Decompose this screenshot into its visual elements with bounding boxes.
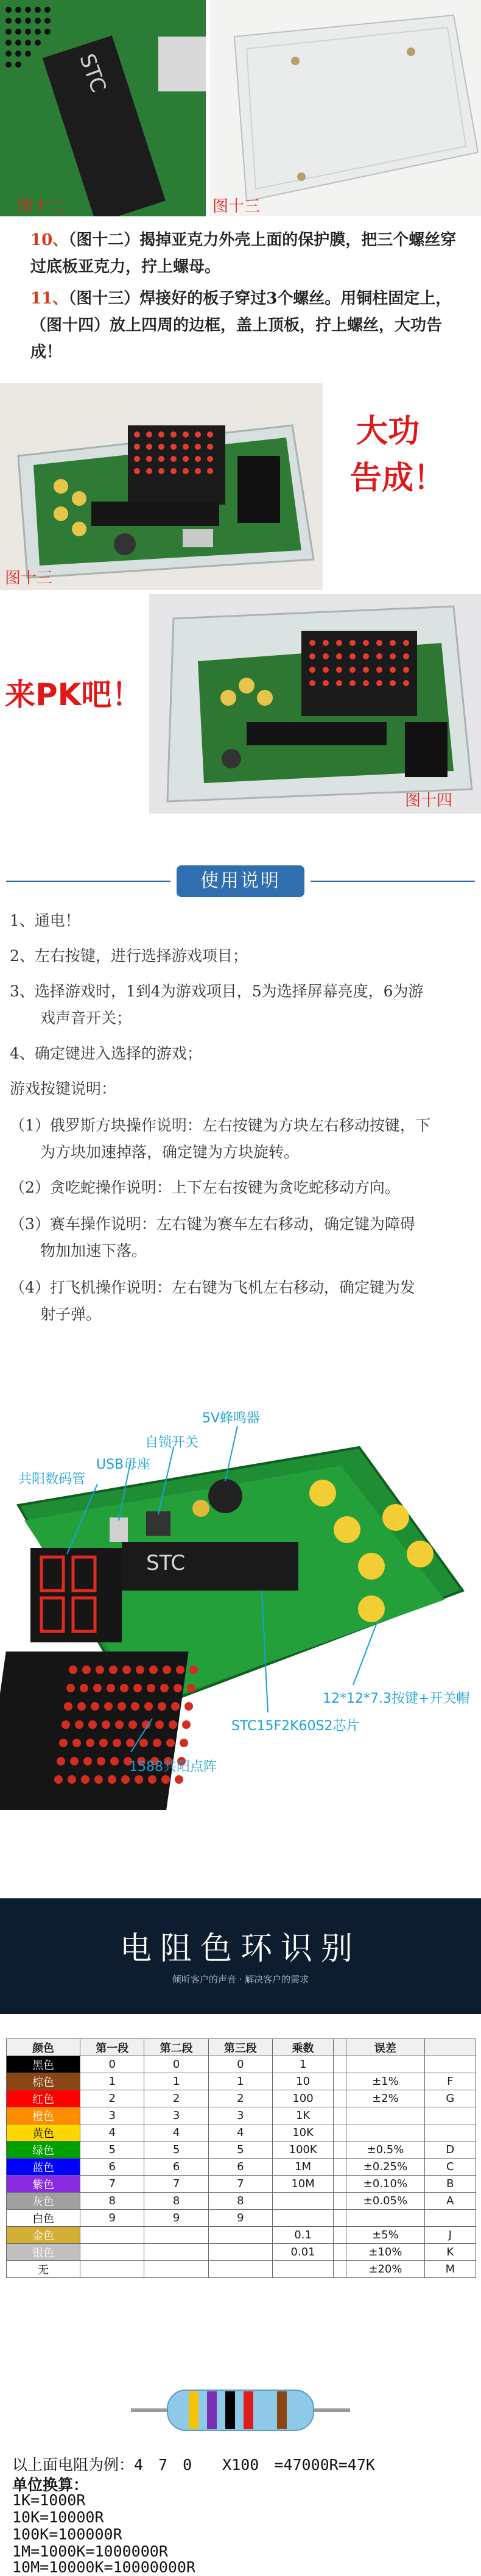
label-switch: 自锁开关 <box>145 1435 199 1450</box>
resistor-row <box>7 2261 476 2278</box>
resistor-row <box>7 2056 476 2073</box>
band1-cell: 5 <box>80 2141 144 2159</box>
multiplier-cell: 1M <box>273 2159 334 2176</box>
resistor-table-header <box>7 2039 476 2056</box>
slogan-done-line2: 告成！ <box>350 460 446 497</box>
band3-cell: 6 <box>208 2159 272 2176</box>
unit-conversion-title: 单位换算： <box>12 2476 89 2494</box>
resistor-row <box>7 2107 476 2124</box>
color-name-cell: 紫色 <box>7 2176 80 2193</box>
usage-line-2: 2、左右按键，进行选择游戏项目； <box>10 947 248 965</box>
resistor-title: 电阻色环识别 <box>119 1931 361 1967</box>
board-chip-text: STC <box>146 1551 186 1575</box>
usage-line-1: 1、通电！ <box>10 912 80 929</box>
header-multiplier: 乘数 <box>273 2039 334 2056</box>
band2-cell: 2 <box>144 2090 208 2107</box>
color-name-cell: 红色 <box>7 2090 80 2107</box>
blank-cell <box>334 2107 346 2124</box>
color-name-cell: 金色 <box>7 2227 80 2244</box>
photo-caption-fig12: 图十二 <box>17 197 65 216</box>
photo-caption-fig14: 图十四 <box>405 792 453 810</box>
multiplier-cell: 0.01 <box>273 2244 334 2261</box>
color-name-cell: 绿色 <box>7 2141 80 2159</box>
band2-cell <box>144 2244 208 2261</box>
assembled-board-graphic <box>0 383 323 590</box>
band1-cell: 8 <box>80 2193 144 2210</box>
code-cell: A <box>424 2193 476 2210</box>
resistor-row <box>7 2090 476 2107</box>
blank-cell <box>334 2124 346 2141</box>
usage-line-4: 戏声音开关； <box>10 1009 132 1027</box>
tolerance-cell: ±2% <box>346 2090 425 2107</box>
header-blank <box>334 2039 346 2056</box>
usage-line-3: 3、选择游戏时，1到4为游戏项目，5为选择屏幕亮度，6为游 <box>10 982 424 1000</box>
multiplier-cell: 1K <box>273 2107 334 2124</box>
label-buttons: 12*12*7.3按键+开关帽 <box>323 1691 470 1706</box>
conversion-4: 1M=1000K=1000000R <box>12 2542 168 2560</box>
blank-cell <box>334 2244 346 2261</box>
tolerance-cell: ±10% <box>346 2244 425 2261</box>
tolerance-cell: ±0.25% <box>346 2159 425 2176</box>
band3-cell <box>208 2244 272 2261</box>
blank-cell <box>334 2210 346 2227</box>
band2-cell: 6 <box>144 2159 208 2176</box>
usage-line-6: 游戏按键说明： <box>10 1080 117 1098</box>
conversion-2: 10K=10000R <box>12 2508 104 2526</box>
band2-cell: 5 <box>144 2141 208 2159</box>
band3-cell: 5 <box>208 2141 272 2159</box>
step-11-number: 11、 <box>30 289 69 308</box>
multiplier-cell: 100K <box>273 2141 334 2159</box>
code-cell <box>424 2056 476 2073</box>
band3-cell <box>208 2227 272 2244</box>
color-name-cell: 橙色 <box>7 2107 80 2124</box>
label-segment: 共阳数码管 <box>18 1472 86 1487</box>
band1-cell: 9 <box>80 2210 144 2227</box>
band2-cell: 4 <box>144 2124 208 2141</box>
band1-cell: 3 <box>80 2107 144 2124</box>
band2-cell: 3 <box>144 2107 208 2124</box>
multiplier-cell: 0.1 <box>273 2227 334 2244</box>
slogan-done-line1: 大功 <box>356 413 420 450</box>
header-band3: 第三段 <box>208 2039 272 2056</box>
code-cell <box>424 2107 476 2124</box>
label-matrix: 1588共阳点阵 <box>129 1759 217 1775</box>
label-buzzer: 5V蜂鸣器 <box>202 1411 261 1426</box>
tolerance-cell: ±1% <box>346 2073 425 2090</box>
photo-fig13 <box>210 0 481 216</box>
color-name-cell: 灰色 <box>7 2193 80 2210</box>
tolerance-cell <box>346 2056 425 2073</box>
usage-line-10: （3）赛车操作说明：左右键为赛车左右移动，确定键为障碍 <box>10 1215 415 1233</box>
resistor-row <box>7 2141 476 2159</box>
blank-cell <box>334 2159 346 2176</box>
color-name-cell: 黄色 <box>7 2124 80 2141</box>
band1-cell <box>80 2227 144 2244</box>
resistor-subtitle: 倾听客户的声音 · 解决客户的需求 <box>172 1974 309 1985</box>
header-band1: 第一段 <box>80 2039 144 2056</box>
code-cell: C <box>424 2159 476 2176</box>
band2-cell: 1 <box>144 2073 208 2090</box>
resistor-row <box>7 2159 476 2176</box>
step-10-text: （图十二）揭掉亚克力外壳上面的保护膜，把三个螺丝穿过底板亚克力，拧上螺母。 <box>30 231 457 276</box>
usage-line-right <box>311 881 475 882</box>
usage-line-9: （2）贪吃蛇操作说明：上下左右按键为贪吃蛇移动方向。 <box>10 1179 400 1196</box>
header-tolerance: 误差 <box>346 2039 425 2056</box>
band1-cell: 7 <box>80 2176 144 2193</box>
color-name-cell: 无 <box>7 2261 80 2278</box>
resistor-row <box>7 2176 476 2193</box>
resistor-row <box>7 2227 476 2244</box>
usage-header <box>0 864 481 898</box>
blank-cell <box>334 2056 346 2073</box>
blank-cell <box>334 2261 346 2278</box>
usage-title: 使用说明 <box>177 865 304 897</box>
band3-cell <box>208 2261 272 2278</box>
resistor-row <box>7 2124 476 2141</box>
usage-line-5: 4、确定键进入选择的游戏； <box>10 1045 202 1062</box>
band2-cell: 0 <box>144 2056 208 2073</box>
conversion-5: 10M=10000K=10000000R <box>12 2558 196 2576</box>
code-cell: M <box>424 2261 476 2278</box>
tolerance-cell <box>346 2124 425 2141</box>
slogan-pk: 来PK吧！ <box>5 677 142 712</box>
blank-cell <box>334 2176 346 2193</box>
band2-cell: 8 <box>144 2193 208 2210</box>
multiplier-cell: 1 <box>273 2056 334 2073</box>
tolerance-cell: ±0.05% <box>346 2193 425 2210</box>
color-name-cell: 棕色 <box>7 2073 80 2090</box>
step-10-number: 10、 <box>30 231 69 249</box>
usage-line-12: （4）打飞机操作说明：左右键为飞机左右移动，确定键为发 <box>10 1279 415 1296</box>
usage-line-13: 射子弹。 <box>10 1305 102 1323</box>
band3-cell: 0 <box>208 2056 272 2073</box>
step-10 <box>30 227 457 280</box>
step-11 <box>30 285 457 366</box>
multiplier-cell <box>273 2210 334 2227</box>
resistor-graphic <box>131 2377 350 2444</box>
photo-fig14 <box>149 594 481 814</box>
blank-cell <box>334 2090 346 2107</box>
color-name-cell: 白色 <box>7 2210 80 2227</box>
band1-cell: 1 <box>80 2073 144 2090</box>
header-code <box>424 2039 476 2056</box>
acrylic-photo-graphic <box>210 0 481 216</box>
multiplier-cell: 10 <box>273 2073 334 2090</box>
fig14-board-graphic <box>149 594 481 814</box>
resistor-row <box>7 2244 476 2261</box>
multiplier-cell <box>273 2193 334 2210</box>
band2-cell: 7 <box>144 2176 208 2193</box>
code-cell: B <box>424 2176 476 2193</box>
usage-line-7: （1）俄罗斯方块操作说明：左右按键为方块左右移动按键，下 <box>10 1116 430 1134</box>
color-name-cell: 蓝色 <box>7 2159 80 2176</box>
matrix-photo-graphic <box>0 0 206 216</box>
resistor-illustration <box>131 2377 350 2444</box>
tolerance-cell <box>346 2107 425 2124</box>
band3-cell: 1 <box>208 2073 272 2090</box>
resistor-row <box>7 2210 476 2227</box>
code-cell <box>424 2210 476 2227</box>
usage-line-11: 物加加速下落。 <box>10 1242 147 1260</box>
header-band2: 第二段 <box>144 2039 208 2056</box>
tolerance-cell: ±20% <box>346 2261 425 2278</box>
resistor-row <box>7 2193 476 2210</box>
usage-line-8: 为方块加速掉落，确定键为方块旋转。 <box>10 1143 300 1161</box>
band1-cell: 0 <box>80 2056 144 2073</box>
band1-cell <box>80 2261 144 2278</box>
label-chip: STC15F2K60S2芯片 <box>231 1719 360 1734</box>
photo-caption-fig13-assembled: 图十三 <box>5 569 53 587</box>
photo-chip-text: STC <box>74 51 111 96</box>
resistor-row <box>7 2073 476 2090</box>
step-11-text: （图十三）焊接好的板子穿过3个螺丝。用铜柱固定上，（图十四）放上四周的边框，盖上顶板，拧上螺丝，大功告成！ <box>30 289 452 361</box>
color-name-cell: 银色 <box>7 2244 80 2261</box>
band1-cell: 4 <box>80 2124 144 2141</box>
tolerance-cell <box>346 2210 425 2227</box>
resistor-table <box>6 2038 476 2278</box>
resistor-example: 以上面电阻为例：4 7 0 X100 =47000R=47K <box>12 2456 375 2474</box>
multiplier-cell: 100 <box>273 2090 334 2107</box>
blank-cell <box>334 2141 346 2159</box>
code-cell: F <box>424 2073 476 2090</box>
conversion-3: 100K=100000R <box>12 2525 122 2543</box>
band3-cell: 2 <box>208 2090 272 2107</box>
tolerance-cell: ±0.10% <box>346 2176 425 2193</box>
band3-cell: 7 <box>208 2176 272 2193</box>
band2-cell: 9 <box>144 2210 208 2227</box>
resistor-header <box>0 1898 481 2014</box>
band3-cell: 8 <box>208 2193 272 2210</box>
band1-cell: 2 <box>80 2090 144 2107</box>
blank-cell <box>334 2073 346 2090</box>
blank-cell <box>334 2193 346 2210</box>
conversion-1: 1K=1000R <box>12 2491 86 2509</box>
label-usb: USB母座 <box>96 1457 151 1472</box>
photo-assembled-fig13 <box>0 383 323 590</box>
band3-cell: 9 <box>208 2210 272 2227</box>
photo-caption-fig13: 图十三 <box>212 197 261 216</box>
code-cell: J <box>424 2227 476 2244</box>
code-cell <box>424 2124 476 2141</box>
board-diagram <box>0 1347 481 1822</box>
multiplier-cell <box>273 2261 334 2278</box>
multiplier-cell: 10K <box>273 2124 334 2141</box>
code-cell: G <box>424 2090 476 2107</box>
band2-cell <box>144 2261 208 2278</box>
color-name-cell: 黑色 <box>7 2056 80 2073</box>
band3-cell: 3 <box>208 2107 272 2124</box>
band1-cell: 6 <box>80 2159 144 2176</box>
band3-cell: 4 <box>208 2124 272 2141</box>
multiplier-cell: 10M <box>273 2176 334 2193</box>
photo-fig12 <box>0 0 206 216</box>
band1-cell <box>80 2244 144 2261</box>
code-cell: K <box>424 2244 476 2261</box>
tolerance-cell: ±5% <box>346 2227 425 2244</box>
tolerance-cell: ±0.5% <box>346 2141 425 2159</box>
usage-line-left <box>6 881 170 882</box>
header-color: 颜色 <box>7 2039 80 2056</box>
code-cell: D <box>424 2141 476 2159</box>
band2-cell <box>144 2227 208 2244</box>
blank-cell <box>334 2227 346 2244</box>
